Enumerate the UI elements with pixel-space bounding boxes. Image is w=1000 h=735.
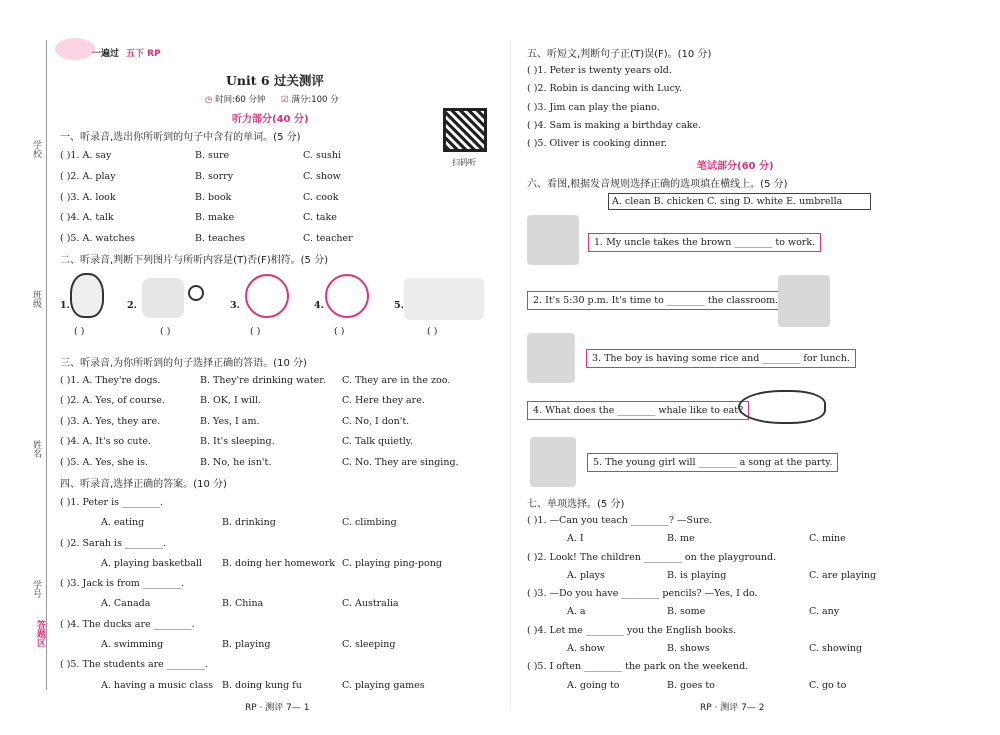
boy-lunch-image-icon (527, 333, 575, 383)
s4-option: A. playing basketball (101, 558, 202, 569)
s1-option: C. teacher (303, 233, 353, 244)
s2-num: 2. (127, 300, 137, 311)
s6-question: 4. What does the ________ whale like to eat? (527, 401, 749, 420)
s3-option: C. They are in the zoo. (342, 375, 451, 386)
s7-question: ( )1. —Can you teach ________? —Sure. (527, 515, 713, 526)
s4-option: B. doing her homework (222, 558, 335, 569)
s1-option: C. take (303, 212, 337, 223)
s2-answer-blank[interactable]: ( ) (250, 326, 261, 337)
s6-option-box: A. clean B. chicken C. sing D. white E. umbrella (608, 193, 871, 210)
panda-image-icon (70, 273, 104, 318)
s7-option: B. some (667, 606, 706, 617)
s7-option: B. me (667, 533, 695, 544)
s5-row: ( )4. Sam is making a birthday cake. (527, 120, 702, 131)
s4-option: A. having a music class (101, 680, 214, 691)
time-limit: ◷ 时间:60 分钟 (205, 95, 266, 105)
s7-question: ( )4. Let me ________ you the English books. (527, 625, 737, 636)
s3-option: C. No, I don't. (342, 416, 410, 427)
s4-question: ( )2. Sarah is ________. (60, 538, 166, 549)
s4-option: B. doing kung fu (222, 680, 302, 691)
s2-answer-blank[interactable]: ( ) (74, 326, 85, 337)
s2-title: 二、听录音,判断下列图片与所听内容是(T)否(F)相符。(5 分) (60, 255, 328, 266)
s1-row: ( )2. A. play (60, 171, 116, 182)
s7-option: A. a (567, 606, 586, 617)
s5-row: ( )2. Robin is dancing with Lucy. (527, 83, 683, 94)
girl-singing-image-icon (530, 437, 576, 487)
s7-option: A. I (567, 533, 584, 544)
s4-option: A. Canada (101, 598, 151, 609)
binding-sidebar (0, 0, 50, 735)
s5-row: ( )5. Oliver is cooking dinner. (527, 138, 668, 149)
s1-row: ( )1. A. say (60, 150, 112, 161)
s4-option: C. playing games (342, 680, 425, 691)
s4-option: A. eating (101, 517, 145, 528)
s4-option: B. playing (222, 639, 271, 650)
id-label: 学号 (31, 580, 41, 598)
s7-title: 七、单项选择。(5 分) (527, 499, 625, 510)
football-icon (188, 285, 204, 301)
s7-option: C. go to (809, 680, 847, 691)
grade-label: 五下 RP (126, 49, 161, 59)
s4-option: C. sleeping (342, 639, 396, 650)
s4-question: ( )5. The students are ________. (60, 659, 208, 670)
s2-answer-blank[interactable]: ( ) (334, 326, 345, 337)
s6-title: 六、看图,根据发音规则选择正确的选项填在横线上。(5 分) (527, 179, 788, 190)
s7-option: C. any (809, 606, 840, 617)
s7-option: C. mine (809, 533, 846, 544)
s3-option: B. OK, I will. (200, 395, 261, 406)
s4-option: C. playing ping-pong (342, 558, 442, 569)
s1-option: B. make (195, 212, 235, 223)
s2-num: 1. (60, 300, 70, 311)
s2-num: 3. (230, 300, 240, 311)
s1-option: B. sorry (195, 171, 234, 182)
s1-option: B. teaches (195, 233, 246, 244)
s3-option: C. Talk quietly. (342, 436, 413, 447)
page-title: Unit 6 过关测评 (226, 73, 324, 88)
s1-option: B. book (195, 192, 232, 203)
s3-title: 三、听录音,为你所听到的句子选择正确的答语。(10 分) (60, 358, 307, 369)
clock-icon: ◷ (205, 95, 216, 105)
brand-name: 一遍过 (92, 49, 120, 59)
s1-option: C. cook (303, 192, 339, 203)
s7-option: B. is playing (667, 570, 727, 581)
s5-row: ( )3. Jim can play the piano. (527, 102, 660, 113)
s3-row: ( )4. A. It's so cute. (60, 436, 152, 447)
s4-option: A. swimming (101, 639, 164, 650)
scan-to-listen-label: 扫码听 (452, 158, 476, 167)
s4-question: ( )3. Jack is from ________. (60, 578, 184, 589)
page-divider (510, 40, 511, 710)
s7-option: B. shows (667, 643, 710, 654)
class-label: 班级 (31, 290, 41, 308)
written-heading: 笔试部分(60 分) (697, 161, 774, 172)
s7-option: C. showing (809, 643, 863, 654)
answer-area-tag: 答题区 (35, 620, 45, 647)
s5-row: ( )1. Peter is twenty years old. (527, 65, 672, 76)
s2-num: 5. (394, 300, 404, 311)
binding-line (46, 40, 47, 690)
s1-row: ( )4. A. talk (60, 212, 114, 223)
s3-row: ( )3. A. Yes, they are. (60, 416, 161, 427)
s4-option: B. China (222, 598, 264, 609)
s7-question: ( )5. I often ________ the park on the weekend. (527, 661, 749, 672)
s2-num: 4. (314, 300, 324, 311)
boy-cleaning-image-icon (778, 275, 830, 327)
s2-answer-blank[interactable]: ( ) (160, 326, 171, 337)
s6-question: 1. My uncle takes the brown ________ to work. (588, 233, 821, 252)
uncle-umbrella-image-icon (527, 215, 579, 265)
s7-question: ( )2. Look! The children ________ on the playground. (527, 552, 777, 563)
s3-row: ( )5. A. Yes, she is. (60, 457, 148, 468)
brand-logo-icon (55, 38, 95, 60)
s1-option: B. sure (195, 150, 230, 161)
s3-option: C. Here they are. (342, 395, 425, 406)
name-label: 姓名 (31, 440, 41, 458)
s4-option: B. drinking (222, 517, 276, 528)
s1-option: C. sushi (303, 150, 341, 161)
s7-option: A. going to (567, 680, 620, 691)
s4-option: C. Australia (342, 598, 399, 609)
no-drinking-sign-icon (325, 274, 369, 318)
qr-code-icon[interactable] (443, 108, 487, 152)
s7-option: B. goes to (667, 680, 715, 691)
s7-question: ( )3. —Do you have ________ pencils? —Yes, I do. (527, 588, 758, 599)
s3-option: B. Yes, I am. (200, 416, 260, 427)
boy-football-image-icon (142, 278, 184, 318)
footer-left: RP · 测评 7— 1 (245, 703, 310, 713)
s3-option: B. It's sleeping. (200, 436, 275, 447)
s7-option: C. are playing (809, 570, 877, 581)
s4-option: C. climbing (342, 517, 397, 528)
s4-title: 四、听录音,选择正确的答案。(10 分) (60, 479, 227, 490)
s2-answer-blank[interactable]: ( ) (427, 326, 438, 337)
check-icon: ☑ (281, 95, 292, 105)
listening-heading: 听力部分(40 分) (232, 114, 309, 125)
s1-row: ( )3. A. look (60, 192, 116, 203)
s7-option: A. show (567, 643, 605, 654)
s5-title: 五、听短文,判断句子正(T)误(F)。(10 分) (527, 49, 712, 60)
s4-question: ( )1. Peter is ________. (60, 497, 164, 508)
no-high-heels-sign-icon (245, 274, 289, 318)
s7-option: A. plays (567, 570, 605, 581)
s1-option: C. show (303, 171, 341, 182)
s1-title: 一、听录音,选出你所听到的句子中含有的单词。(5 分) (60, 132, 301, 143)
s4-question: ( )4. The ducks are ________. (60, 619, 195, 630)
s6-question: 5. The young girl will ________ a song at the party. (587, 453, 838, 472)
whale-image-icon (738, 390, 826, 424)
s3-option: B. They're drinking water. (200, 375, 326, 386)
s6-question: 3. The boy is having some rice and ________ for lunch. (586, 349, 856, 368)
s3-option: C. No. They are singing. (342, 457, 459, 468)
s3-row: ( )1. A. They're dogs. (60, 375, 161, 386)
footer-right: RP · 测评 7— 2 (700, 703, 765, 713)
s3-option: B. No, he isn't. (200, 457, 272, 468)
school-label: 学校 (31, 140, 41, 158)
picnic-image-icon (404, 278, 484, 320)
full-score: ☑ 满分:100 分 (281, 95, 339, 105)
s6-question: 2. It's 5:30 p.m. It's time to ________ the classroom. (527, 291, 784, 310)
s1-row: ( )5. A. watches (60, 233, 135, 244)
s3-row: ( )2. A. Yes, of course. (60, 395, 165, 406)
